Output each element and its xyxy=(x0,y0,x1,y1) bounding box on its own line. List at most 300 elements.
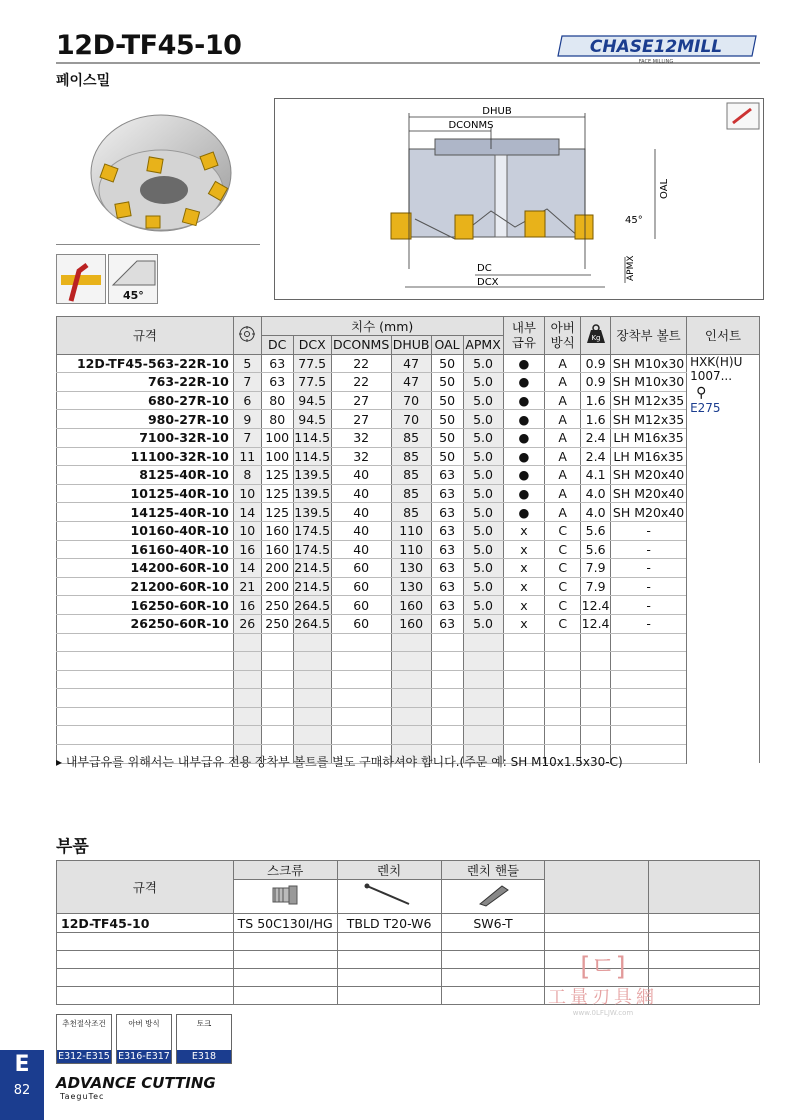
ref-torque[interactable] xyxy=(176,1014,232,1064)
cell-oal: 50 xyxy=(431,373,463,392)
header-dimensions: 치수 (mm) xyxy=(261,317,503,336)
cell-oal xyxy=(431,726,463,745)
cell-dc: 63 xyxy=(261,373,293,392)
cell-apmx: 5.0 xyxy=(463,484,503,503)
cell-arbor: A xyxy=(545,484,581,503)
table-row xyxy=(57,503,760,522)
spec-code: 8125-40R-10 xyxy=(57,466,234,485)
cell-cool xyxy=(503,689,545,708)
cell-dcx: 94.5 xyxy=(293,391,331,410)
cell-dc: 63 xyxy=(261,354,293,373)
cell-dhub xyxy=(391,652,431,671)
cell-dc: 160 xyxy=(261,540,293,559)
cell-bolt: SH M12x35 xyxy=(611,410,687,429)
brand-logo: ADVANCE CUTTING xyxy=(56,1074,216,1092)
cell-kg: 7.9 xyxy=(581,559,611,578)
spec-code: 12D-TF45-563-22R-10 xyxy=(57,354,234,373)
parts-title: 부품 xyxy=(56,837,89,857)
cell-oal xyxy=(431,707,463,726)
cell-dconms: 40 xyxy=(331,484,391,503)
cell-oal: 63 xyxy=(431,540,463,559)
table-row xyxy=(57,540,760,559)
spec-code: 763-22R-10 xyxy=(57,373,234,392)
cell-dconms xyxy=(331,652,391,671)
footnote-text: 내부급유를 위해서는 내부급유 전용 장착부 볼트를 별도 구매하셔야 합니다.(주문 예: SH M10x1.5x30-C) xyxy=(65,755,623,769)
spec-code: 16160-40R-10 xyxy=(57,540,234,559)
cell-oal: 50 xyxy=(431,410,463,429)
cell-bolt: SH M10x30 xyxy=(611,373,687,392)
drawing-label-dhub: DHUB xyxy=(482,106,512,117)
spec-code xyxy=(57,670,234,689)
table-row xyxy=(57,689,760,708)
cell-bolt: - xyxy=(611,577,687,596)
table-row xyxy=(57,726,760,745)
table-row xyxy=(57,521,760,540)
insert-name-cont: 1007... xyxy=(690,368,733,383)
header-oal: OAL xyxy=(431,336,463,355)
cell-dcx: 139.5 xyxy=(294,486,331,502)
table-row xyxy=(57,707,760,726)
cell-apmx: 5.0 xyxy=(463,391,503,410)
cell-bolt xyxy=(611,726,687,745)
coolant-footnote xyxy=(56,753,623,770)
cell-kg: 7.9 xyxy=(581,577,611,596)
cell-cool: x xyxy=(503,596,545,615)
cell-dc xyxy=(261,689,293,708)
spec-code: 14200-60R-10 xyxy=(57,559,234,578)
cell-dc: 125 xyxy=(261,484,293,503)
photo-divider xyxy=(56,244,260,245)
cell-kg xyxy=(581,670,611,689)
cell-kg xyxy=(581,689,611,708)
cell-bolt xyxy=(611,670,687,689)
cell-dcx xyxy=(293,689,331,708)
parts-header-spec: 규격 xyxy=(57,861,234,914)
cell-dhub: 70 xyxy=(391,410,431,429)
cell-arbor xyxy=(545,689,581,708)
cell-dconms: 22 xyxy=(331,354,391,373)
cell-z: 16 xyxy=(233,540,261,559)
cell-dc: 125 xyxy=(261,503,293,522)
cell-cool: ● xyxy=(503,410,545,429)
company-name: TaeguTec xyxy=(60,1092,105,1101)
cell-oal xyxy=(431,652,463,671)
cell-dcx: 77.5 xyxy=(293,373,331,392)
cell-kg: 5.6 xyxy=(581,540,611,559)
cell-apmx: 5.0 xyxy=(463,559,503,578)
cell-z xyxy=(233,707,261,726)
cell-dhub: 85 xyxy=(391,447,431,466)
weight-unit: Kg xyxy=(591,333,601,342)
spec-code: 10160-40R-10 xyxy=(57,521,234,540)
cell-cool xyxy=(503,633,545,652)
cell-dhub: 85 xyxy=(391,466,431,485)
parts-wrench: TBLD T20-W6 xyxy=(337,914,441,933)
cell-dconms xyxy=(331,707,391,726)
drawing-label-apmx: APMX xyxy=(626,255,636,281)
table-row xyxy=(57,466,760,485)
cell-dconms: 60 xyxy=(331,559,391,578)
cell-kg: 4.0 xyxy=(581,503,611,522)
cell-apmx xyxy=(463,726,503,745)
cell-arbor: C xyxy=(545,614,581,633)
cell-kg: 2.4 xyxy=(581,447,611,466)
cell-arbor: A xyxy=(545,391,581,410)
cell-apmx: 5.0 xyxy=(463,354,503,373)
cell-dhub xyxy=(391,670,431,689)
section-tab xyxy=(0,1050,44,1120)
cell-arbor xyxy=(545,652,581,671)
cell-cool: ● xyxy=(503,391,545,410)
cell-cool: ● xyxy=(503,466,545,485)
parts-screw: TS 50C130I/HG xyxy=(233,914,337,933)
header-dconms: DCONMS xyxy=(333,337,390,353)
table-row xyxy=(57,596,760,615)
cell-z xyxy=(233,689,261,708)
cell-oal: 63 xyxy=(431,577,463,596)
cell-cool: ● xyxy=(503,428,545,447)
header-insert: 인서트 xyxy=(687,317,760,355)
cell-dcx xyxy=(293,707,331,726)
cell-oal: 63 xyxy=(431,596,463,615)
cell-dconms xyxy=(331,689,391,708)
spec-code: 26250-60R-10 xyxy=(57,614,234,633)
watermark xyxy=(538,946,668,1017)
cell-cool xyxy=(503,670,545,689)
cell-kg xyxy=(581,652,611,671)
cell-dconms xyxy=(331,726,391,745)
cell-oal: 50 xyxy=(431,447,463,466)
cell-dconms: 27 xyxy=(331,410,391,429)
cell-apmx xyxy=(463,707,503,726)
cell-dcx: 174.5 xyxy=(294,523,331,539)
cell-dhub: 85 xyxy=(391,428,431,447)
cell-apmx: 5.0 xyxy=(463,466,503,485)
cell-kg: 4.0 xyxy=(581,484,611,503)
cell-kg: 2.4 xyxy=(581,428,611,447)
cell-z: 26 xyxy=(233,614,261,633)
cell-cool: x xyxy=(503,614,545,633)
parts-header-wrench: 렌치 xyxy=(337,861,441,880)
cell-dhub xyxy=(391,726,431,745)
cell-cool: x xyxy=(503,521,545,540)
ref-page: E312-E315 xyxy=(58,1051,110,1062)
cell-z: 10 xyxy=(233,484,261,503)
cell-dcx xyxy=(293,652,331,671)
cell-apmx: 5.0 xyxy=(463,428,503,447)
cell-arbor: C xyxy=(545,521,581,540)
cell-dc: 100 xyxy=(261,428,293,447)
ref-cutting-conditions[interactable] xyxy=(56,1014,112,1064)
cell-dc: 80 xyxy=(261,391,293,410)
cell-dc: 200 xyxy=(261,559,293,578)
chasemill-logo xyxy=(556,30,762,64)
cell-apmx xyxy=(463,652,503,671)
table-row xyxy=(57,447,760,466)
cell-dc: 250 xyxy=(261,596,293,615)
header-dc: DC xyxy=(261,336,293,355)
drawing-label-dconms: DCONMS xyxy=(448,120,494,131)
cell-dconms: 40 xyxy=(331,466,391,485)
cell-apmx: 5.0 xyxy=(463,410,503,429)
spec-code xyxy=(57,652,234,671)
cell-bolt: - xyxy=(611,521,687,540)
page-number: 82 xyxy=(13,1083,31,1098)
cell-dcx: 214.5 xyxy=(294,579,331,595)
header-dcx: DCX xyxy=(293,336,331,355)
spec-code: 7100-32R-10 xyxy=(57,428,234,447)
cell-apmx: 5.0 xyxy=(463,503,503,522)
cell-bolt xyxy=(611,689,687,708)
cell-kg: 12.4 xyxy=(581,597,610,613)
page-subtitle: 페이스밀 xyxy=(56,73,111,89)
cell-arbor: A xyxy=(545,428,581,447)
header-apmx: APMX xyxy=(463,336,503,355)
cell-dhub xyxy=(391,633,431,652)
cell-dcx: 114.5 xyxy=(294,448,331,464)
cell-apmx: 5.0 xyxy=(463,540,503,559)
cell-bolt: SH M20x40 xyxy=(611,466,687,485)
cell-dhub: 110 xyxy=(391,540,431,559)
cell-oal: 50 xyxy=(431,391,463,410)
cell-dc xyxy=(261,726,293,745)
cell-arbor: A xyxy=(545,410,581,429)
cell-cool: x xyxy=(503,559,545,578)
cell-bolt: LH M16x35 xyxy=(611,428,687,447)
cell-cool xyxy=(503,707,545,726)
table-row xyxy=(57,373,760,392)
cell-arbor: A xyxy=(545,354,581,373)
drawing-label-oal: OAL xyxy=(659,178,670,199)
cell-bolt xyxy=(611,652,687,671)
cell-oal xyxy=(431,689,463,708)
cell-cool xyxy=(503,726,545,745)
watermark-logo-icon: [ㄷ] xyxy=(580,952,626,982)
cell-kg xyxy=(581,633,611,652)
table-row xyxy=(57,577,760,596)
cell-bolt: - xyxy=(611,614,687,633)
wrench-icon xyxy=(337,880,441,914)
cell-arbor: C xyxy=(545,577,581,596)
cell-dconms: 60 xyxy=(331,614,391,633)
cell-dc: 125 xyxy=(261,466,293,485)
spec-code: 21200-60R-10 xyxy=(57,577,234,596)
cell-z: 5 xyxy=(233,354,261,373)
header-bolt: 장착부 볼트 xyxy=(611,317,687,355)
cell-oal: 63 xyxy=(431,521,463,540)
cell-oal: 63 xyxy=(431,503,463,522)
cell-dcx: 139.5 xyxy=(294,467,331,483)
cell-dc: 200 xyxy=(261,577,293,596)
cell-bolt: - xyxy=(611,559,687,578)
cell-dconms: 40 xyxy=(331,540,391,559)
spec-code: 10125-40R-10 xyxy=(57,484,234,503)
cell-dcx: 214.5 xyxy=(294,560,331,576)
cell-dconms: 32 xyxy=(331,447,391,466)
cell-oal: 63 xyxy=(431,614,463,633)
cell-dcx: 77.5 xyxy=(293,354,331,373)
cell-arbor xyxy=(545,670,581,689)
cell-dcx: 264.5 xyxy=(294,616,331,632)
cell-z: 16 xyxy=(233,596,261,615)
cell-dcx: 94.5 xyxy=(293,410,331,429)
cell-z: 10 xyxy=(233,521,261,540)
cell-z: 11 xyxy=(233,447,261,466)
cell-bolt: SH M12x35 xyxy=(611,391,687,410)
spec-code: 680-27R-10 xyxy=(57,391,234,410)
table-row xyxy=(57,391,760,410)
cell-dcx xyxy=(293,633,331,652)
cell-arbor xyxy=(545,726,581,745)
cell-kg xyxy=(581,707,611,726)
cell-z: 7 xyxy=(233,428,261,447)
cell-bolt: - xyxy=(611,596,687,615)
cell-z xyxy=(233,726,261,745)
cell-bolt xyxy=(611,633,687,652)
cell-cool: ● xyxy=(503,503,545,522)
ref-label: 토크 xyxy=(196,1019,212,1028)
cell-dhub: 70 xyxy=(391,391,431,410)
cell-dconms: 40 xyxy=(331,503,391,522)
cell-dconms: 22 xyxy=(331,373,391,392)
cell-oal: 63 xyxy=(431,484,463,503)
cell-arbor: A xyxy=(545,373,581,392)
cell-bolt: LH M16x35 xyxy=(611,447,687,466)
weight-icon xyxy=(581,317,611,355)
section-letter: E xyxy=(14,1052,30,1077)
spec-code: 11100-32R-10 xyxy=(57,447,234,466)
cell-oal xyxy=(431,670,463,689)
cell-cool: ● xyxy=(503,447,545,466)
table-row xyxy=(57,652,760,671)
header-arbor: 아버 방식 xyxy=(545,317,581,355)
cell-dhub: 160 xyxy=(391,614,431,633)
cell-dhub: 130 xyxy=(391,559,431,578)
cell-oal: 63 xyxy=(431,559,463,578)
cell-dc xyxy=(261,652,293,671)
cell-dcx: 264.5 xyxy=(294,597,331,613)
cell-dhub: 85 xyxy=(391,484,431,503)
page-title: 12D-TF45-10 xyxy=(56,30,242,61)
cell-oal: 50 xyxy=(431,428,463,447)
cell-oal: 50 xyxy=(431,354,463,373)
cell-bolt: - xyxy=(611,540,687,559)
cell-dconms: 27 xyxy=(331,391,391,410)
cell-dconms: 32 xyxy=(331,428,391,447)
cell-cool: ● xyxy=(503,484,545,503)
cell-apmx: 5.0 xyxy=(463,614,503,633)
spec-code xyxy=(57,707,234,726)
table-row xyxy=(57,428,760,447)
cell-dhub xyxy=(391,689,431,708)
cell-dc xyxy=(261,670,293,689)
cell-dconms: 40 xyxy=(331,521,391,540)
table-row xyxy=(57,559,760,578)
cell-kg: 12.4 xyxy=(581,616,610,632)
technical-drawing xyxy=(274,98,764,300)
cell-dconms: 60 xyxy=(331,596,391,615)
header-coolant: 내부 급유 xyxy=(503,317,545,355)
table-row xyxy=(57,484,760,503)
watermark-url: www.0LFLJW.com xyxy=(572,1009,634,1017)
ref-page: E316-E317 xyxy=(118,1051,170,1062)
header-dhub: DHUB xyxy=(392,337,430,353)
cell-arbor: C xyxy=(545,596,581,615)
cell-arbor: A xyxy=(545,447,581,466)
cell-dcx: 114.5 xyxy=(294,430,331,446)
cell-z xyxy=(233,633,261,652)
cell-arbor: A xyxy=(545,503,581,522)
cell-apmx xyxy=(463,689,503,708)
cell-dc: 100 xyxy=(261,447,293,466)
cell-z: 9 xyxy=(233,410,261,429)
cell-kg: 0.9 xyxy=(581,373,611,392)
approach-angle-icon xyxy=(108,254,158,304)
cell-dhub: 130 xyxy=(391,577,431,596)
drawing-label-dcx: DCX xyxy=(477,277,499,288)
ref-arbor-type[interactable] xyxy=(116,1014,172,1064)
cell-apmx xyxy=(463,633,503,652)
ref-label: 아버 방식 xyxy=(128,1019,160,1028)
parts-header-wrench-handle: 렌치 핸들 xyxy=(441,861,545,880)
cell-oal: 63 xyxy=(431,466,463,485)
cell-oal xyxy=(431,633,463,652)
cell-cool xyxy=(503,652,545,671)
drawing-label-angle: 45° xyxy=(625,215,643,226)
table-row xyxy=(57,633,760,652)
cell-dconms xyxy=(331,670,391,689)
cell-kg: 1.6 xyxy=(581,391,611,410)
insert-note xyxy=(687,354,760,763)
cell-z: 14 xyxy=(233,559,261,578)
table-row xyxy=(57,354,760,373)
logo-tagline: FACE MILLING xyxy=(638,59,674,64)
cell-dhub: 47 xyxy=(391,354,431,373)
table-row xyxy=(57,410,760,429)
cell-z: 21 xyxy=(233,577,261,596)
spec-table xyxy=(56,316,760,764)
insert-name: HXK(H)U xyxy=(690,354,743,369)
wrench-handle-icon xyxy=(441,880,545,914)
cell-arbor: A xyxy=(545,466,581,485)
cell-dc: 80 xyxy=(261,410,293,429)
cell-apmx: 5.0 xyxy=(463,596,503,615)
cell-arbor: C xyxy=(545,559,581,578)
parts-wrench-handle: SW6-T xyxy=(441,914,545,933)
cell-z xyxy=(233,670,261,689)
cell-z xyxy=(233,652,261,671)
cell-arbor: C xyxy=(545,540,581,559)
magnifier-icon[interactable]: ⚲ xyxy=(696,384,707,401)
cell-dcx xyxy=(293,726,331,745)
cell-arbor xyxy=(545,707,581,726)
cell-kg: 5.6 xyxy=(581,521,611,540)
cell-z: 14 xyxy=(233,503,261,522)
cell-dconms xyxy=(331,633,391,652)
spec-code xyxy=(57,726,234,745)
cell-dcx xyxy=(293,670,331,689)
cell-kg: 0.9 xyxy=(581,354,611,373)
cell-cool: ● xyxy=(503,354,545,373)
cell-apmx: 5.0 xyxy=(463,447,503,466)
coolant-icon xyxy=(56,254,106,304)
cell-bolt: SH M20x40 xyxy=(611,484,687,503)
insert-page-ref[interactable]: E275 xyxy=(690,400,721,415)
cell-apmx xyxy=(463,670,503,689)
cell-dhub: 47 xyxy=(391,373,431,392)
parts-header-screw: 스크류 xyxy=(233,861,337,880)
cell-cool: x xyxy=(503,577,545,596)
